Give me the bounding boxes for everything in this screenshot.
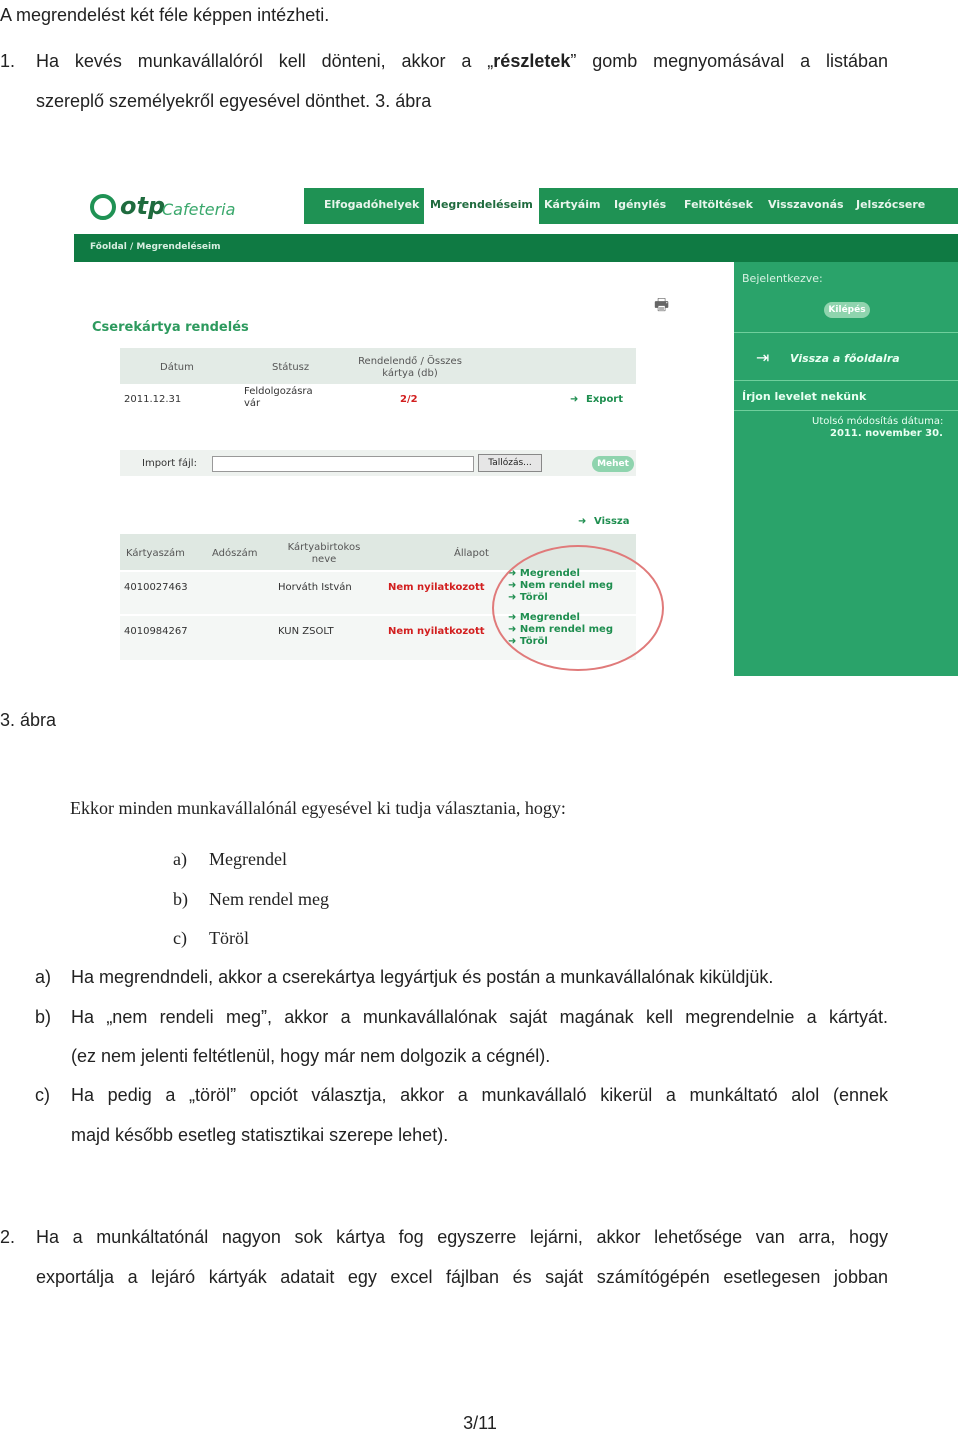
nav-megrendeleseim[interactable]: Megrendeléseim: [424, 188, 539, 224]
summary-count: 2/2: [400, 394, 418, 405]
figure-caption: 3. ábra: [0, 710, 57, 730]
print-icon[interactable]: 🖶: [654, 295, 670, 314]
page-title: Cserekártya rendelés: [92, 320, 249, 335]
export-arrow-icon[interactable]: ➜: [570, 394, 579, 405]
row1-card: 4010027463: [124, 582, 188, 593]
row1-decline-link[interactable]: ➜ Nem rendel meg: [508, 580, 613, 591]
item2-number: 2.: [0, 1227, 16, 1247]
nav-kartyaim[interactable]: Kártyáim: [544, 198, 601, 211]
page-number: 3/11: [463, 1413, 497, 1433]
explain-a-letter: a): [35, 967, 52, 987]
back-home-link[interactable]: Vissza a főoldalra: [790, 352, 900, 365]
screenshot-figure: [74, 188, 958, 676]
item2-line1: Ha a munkáltatónál nagyon sok kártya fog egyszerre lejárni, akkor lehetősége van arra, hogy: [36, 1227, 888, 1247]
logo-otp: otp: [120, 192, 166, 220]
back-link[interactable]: Vissza: [594, 516, 630, 527]
item2-line2: exportálja a lejáró kártyák adatait egy excel fájlban és saját számítógépén esetlegesen jobban: [36, 1267, 888, 1287]
row2-order-link[interactable]: ➜ Megrendel: [508, 612, 580, 623]
item1-pre: Ha kevés munkavállalóról kell dönteni, akkor a „: [36, 51, 494, 71]
col-holder-name: Kártyabirtokos neve: [287, 542, 361, 565]
nav-elfogadohelyek[interactable]: Elfogadóhelyek: [324, 198, 420, 211]
summary-header-count: Rendelendő / Összes kártya (db): [358, 356, 462, 379]
divider: [734, 410, 958, 411]
option-a-text: Megrendel: [209, 849, 287, 869]
main-nav: [304, 188, 958, 224]
row1-order-link[interactable]: ➜ Megrendel: [508, 568, 580, 579]
order-label: Megrendel: [519, 568, 580, 579]
row1-name: Horváth István: [278, 582, 352, 593]
row2-delete-link[interactable]: ➜ Töröl: [508, 636, 548, 647]
item1-line1: [36, 50, 888, 72]
item1-line2: szereplő személyekről egyesével dönthet. 3. ábra: [36, 91, 432, 111]
row2-card: 4010984267: [124, 626, 188, 637]
divider: [734, 380, 958, 381]
import-file-input[interactable]: [212, 456, 474, 472]
row2-name: KUN ZSOLT: [278, 626, 334, 637]
option-a-letter: a): [173, 849, 187, 869]
go-button[interactable]: Mehet: [592, 456, 634, 472]
breadcrumb-bar: [74, 234, 958, 262]
summary-date: 2011.12.31: [124, 394, 182, 405]
details-keyword: részletek: [493, 51, 571, 71]
nav-visszavonas[interactable]: Visszavonás: [768, 198, 844, 211]
row2-status: Nem nyilatkozott: [388, 626, 485, 637]
last-modified-date: 2011. november 30.: [830, 428, 943, 439]
row1-status: Nem nyilatkozott: [388, 582, 485, 593]
explain-c-line2: majd később esetleg statisztikai szerepe lehet).: [71, 1125, 449, 1145]
export-link[interactable]: Export: [586, 394, 624, 405]
otp-logo-icon: [90, 194, 116, 220]
breadcrumb: Főoldal / Megrendeléseim: [90, 242, 221, 252]
import-label: Import fájl:: [142, 458, 197, 469]
highlight-circle: [492, 545, 664, 671]
explain-b-letter: b): [35, 1007, 52, 1027]
item1-number: 1.: [0, 51, 16, 71]
item1-post: ” gomb megnyomásával a listában: [570, 51, 888, 71]
summary-status: Feldolgozásra vár: [244, 386, 313, 409]
exit-icon: ⇥: [756, 348, 770, 367]
decline-label: Nem rendel meg: [519, 580, 613, 591]
col-status: Állapot: [454, 548, 489, 559]
option-c-letter: c): [173, 928, 187, 948]
nav-igenyles[interactable]: Igénylés: [614, 198, 667, 211]
summary-header-status: Státusz: [272, 362, 310, 373]
option-b-letter: b): [173, 889, 188, 909]
explain-a: Ha megrendndeli, akkor a cserekártya legyártjuk és postán a munkavállalónak kiküldjük.: [71, 967, 774, 987]
summary-header-date: Dátum: [160, 362, 194, 373]
row2-decline-link[interactable]: ➜ Nem rendel meg: [508, 624, 613, 635]
browse-button[interactable]: Tallózás...: [478, 454, 542, 472]
divider: [734, 332, 958, 333]
explain-c-letter: c): [35, 1085, 50, 1105]
order-label: Megrendel: [519, 612, 580, 623]
write-us-link[interactable]: Írjon levelet nekünk: [742, 390, 867, 403]
intro-text: A megrendelést két féle képpen intézheti.: [0, 5, 330, 25]
row1-delete-link[interactable]: ➜ Töröl: [508, 592, 548, 603]
back-arrow-icon[interactable]: ➜: [578, 516, 587, 527]
decline-label: Nem rendel meg: [519, 624, 613, 635]
delete-label: Töröl: [519, 592, 548, 603]
logo-cafeteria: Cafeteria: [162, 200, 236, 219]
nav-jelszocsere[interactable]: Jelszócsere: [856, 198, 926, 211]
explain-b-line1: Ha „nem rendeli meg”, akkor a munkavállalónak saját magának kell megrendelnie a kártyát.: [71, 1007, 888, 1027]
explain-c-line1: Ha pedig a „töröl” opciót választja, akkor a munkavállaló kikerül a munkáltató alol (ennek: [71, 1085, 888, 1105]
col-tax-number: Adószám: [212, 548, 258, 559]
sidebar: [734, 262, 958, 676]
logged-in-label: Bejelentkezve:: [742, 272, 823, 285]
last-modified-label: Utolsó módosítás dátuma:: [812, 416, 944, 427]
nav-feltoltesek[interactable]: Feltöltések: [684, 198, 753, 211]
option-b-text: Nem rendel meg: [209, 889, 329, 909]
option-c-text: Töröl: [209, 928, 249, 948]
delete-label: Töröl: [519, 636, 548, 647]
lead-text: Ekkor minden munkavállalónál egyesével ki tudja választania, hogy:: [70, 798, 566, 818]
logout-button[interactable]: Kilépés: [824, 302, 870, 318]
explain-b-line2: (ez nem jelenti feltétlenül, hogy már nem dolgozik a cégnél).: [71, 1046, 551, 1066]
col-card-number: Kártyaszám: [126, 548, 185, 559]
